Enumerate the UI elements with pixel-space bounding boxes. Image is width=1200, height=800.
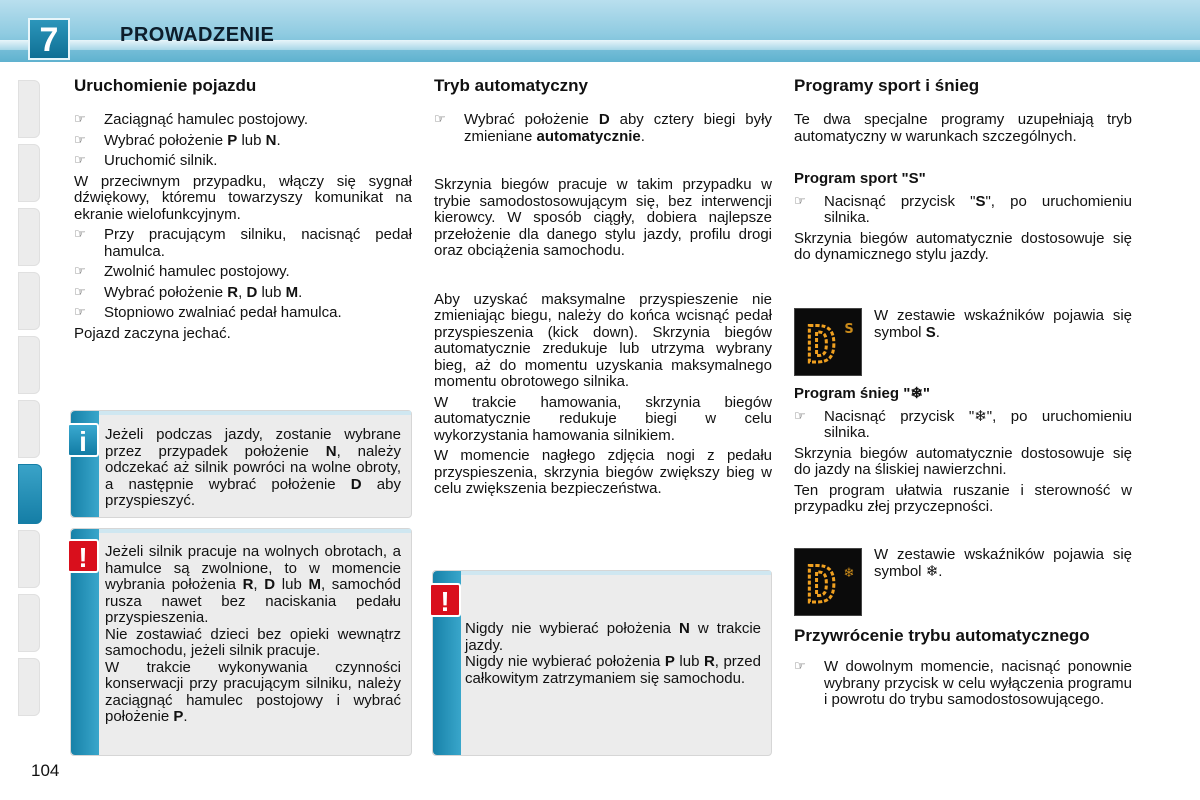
chapter-tab-rail bbox=[18, 80, 40, 720]
list-item: ☞ Przy pracującym silniku, nacisnąć pedał hamulca. bbox=[74, 227, 412, 260]
chapter-tab[interactable] bbox=[18, 336, 40, 394]
paragraph: Pojazd zaczyna jechać. bbox=[74, 324, 231, 342]
chapter-tab[interactable] bbox=[18, 530, 40, 588]
sport-mark: S bbox=[844, 322, 854, 337]
page-number: 104 bbox=[31, 761, 60, 780]
list-item: ☞ Nacisnąć przycisk "❄", po uruchomieniu silnika. bbox=[794, 409, 1132, 442]
warning-notice bbox=[70, 528, 412, 756]
gear-letter: D bbox=[805, 556, 837, 614]
section-heading: Tryb automatyczny bbox=[434, 76, 588, 95]
snow-indicator-caption: W zestawie wskaźników pojawia się symbol ❄. bbox=[874, 546, 1132, 580]
list-item: ☞ Wybrać położenie P lub N. bbox=[74, 133, 412, 150]
paragraph: W momencie nagłego zdjęcia nogi z pedału przyspieszenia, skrzynia biegów zwiększy bieg w celu zwiększenia bezpieczeństwa. bbox=[434, 447, 772, 497]
section-heading: Uruchomienie pojazdu bbox=[74, 76, 257, 95]
sport-indicator-image bbox=[794, 308, 862, 376]
snow-indicator-image bbox=[794, 548, 862, 616]
column-start-vehicle bbox=[74, 76, 412, 342]
snow-program-section bbox=[794, 386, 1132, 516]
chapter-title: PROWADZENIE bbox=[120, 24, 275, 46]
snowflake-icon: ❄ bbox=[925, 562, 939, 580]
section-heading: Przywrócenie trybu automatycznego bbox=[794, 626, 1090, 645]
chapter-tab[interactable] bbox=[18, 272, 40, 330]
sport-indicator-caption: W zestawie wskaźników pojawia się symbol S. bbox=[874, 307, 1132, 341]
column-automatic-mode bbox=[434, 76, 772, 498]
list-item: ☞ Nacisnąć przycisk "S", po uruchomieniu silnika. bbox=[794, 194, 1132, 227]
gear-letter: D bbox=[805, 316, 837, 374]
paragraph: Ten program ułatwia ruszanie i sterowność w przypadku złej przyczepności. bbox=[794, 481, 1132, 515]
chapter-tab-active[interactable] bbox=[18, 464, 42, 524]
paragraph: W trakcie hamowania, skrzynia biegów automatycznie redukuje biegi w celu wykorzystania hamowania silnikiem. bbox=[434, 393, 772, 444]
snowflake-icon: ❄ bbox=[910, 385, 923, 402]
subsection-heading: Program sport "S" bbox=[794, 170, 926, 187]
list-item: ☞ Zaciągnąć hamulec postojowy. bbox=[74, 112, 412, 129]
column-sport-snow bbox=[794, 76, 1132, 264]
paragraph: Aby uzyskać maksymalne przyspieszenie nie zmieniając biegu, należy do końca wcisnąć pedał przyspieszenia (kick down). Skrzynia biegów automatycznie zredukuje lub utrzyma wybrany bieg, aż do momentu uzyskania maksymalnego momentu obrotowego silnika. bbox=[434, 290, 772, 390]
exclamation-icon: ! bbox=[67, 539, 99, 573]
notice-text: Jeżeli silnik pracuje na wolnych obrotach, a hamulce są zwolnione, to w momencie wybrania położenia R, D lub M, samochód rusza nawet bez naciskania pedału przyspieszenia. Nie zostawiać dzieci bez opieki wewnątrz samochodu, jeżeli silnik pracuje. W trakcie wykonywania czynności konserwacji przy pracującym silniku, należy zaciągnąć hamulec postojowy i wybrać położenie P. bbox=[105, 543, 401, 725]
chapter-tab[interactable] bbox=[18, 658, 40, 716]
paragraph: Skrzynia biegów automatycznie dostosowuje się do dynamicznego stylu jazdy. bbox=[794, 229, 1132, 263]
chapter-number: 7 bbox=[28, 18, 70, 60]
list-item: ☞ W dowolnym momencie, nacisnąć ponownie wybrany przycisk w celu wyłączenia programu i powrotu do trybu samodostosowującego. bbox=[794, 659, 1132, 709]
chapter-tab[interactable] bbox=[18, 594, 40, 652]
exclamation-icon: ! bbox=[429, 583, 461, 617]
notice-text: Jeżeli podczas jazdy, zostanie wybrane przez przypadek położenie N, należy odczekać aż silnik powróci na wolne obroty, a następnie wybrać położenie D aby przyspieszyć. bbox=[105, 426, 401, 509]
paragraph: Skrzynia biegów automatycznie dostosowuje się do jazdy na śliskiej nawierzchni. bbox=[794, 444, 1132, 478]
snowflake-icon: ❄ bbox=[843, 566, 855, 581]
paragraph: W przeciwnym przypadku, włączy się sygnał dźwiękowy, któremu towarzyszy komunikat na ekranie wielofunkcyjnym. bbox=[74, 172, 412, 223]
restore-section bbox=[794, 626, 1132, 709]
chapter-tab[interactable] bbox=[18, 144, 40, 202]
snowflake-icon: ❄ bbox=[974, 407, 987, 425]
chapter-tab[interactable] bbox=[18, 400, 40, 458]
info-notice bbox=[70, 410, 412, 518]
chapter-tab[interactable] bbox=[18, 208, 40, 266]
warning-notice bbox=[432, 570, 772, 756]
paragraph: Skrzynia biegów pracuje w takim przypadku w trybie samodostosowującym się, bez interwencji kierowcy. W sposób ciągły, dobiera najlepsze przełożenie dla danego stylu jazdy, profilu drogi oraz obciążenia samochodu. bbox=[434, 176, 772, 259]
notice-text: Nigdy nie wybierać położenia N w trakcie jazdy. Nigdy nie wybierać położenia P lub R, przed całkowitym zatrzymaniem się samochodu. bbox=[465, 620, 761, 687]
section-heading: Programy sport i śnieg bbox=[794, 76, 980, 95]
list-item: ☞ Stopniowo zwalniać pedał hamulca. bbox=[74, 305, 412, 322]
subsection-heading: Program śnieg "❄" bbox=[794, 385, 931, 402]
info-icon: i bbox=[67, 423, 99, 457]
paragraph: Te dwa specjalne programy uzupełniają tryb automatyczny w warunkach szczególnych. bbox=[794, 111, 1132, 145]
chapter-tab[interactable] bbox=[18, 80, 40, 138]
list-item: ☞ Wybrać położenie R, D lub M. bbox=[74, 285, 412, 302]
list-item: ☞ Zwolnić hamulec postojowy. bbox=[74, 264, 412, 281]
list-item: ☞ Uruchomić silnik. bbox=[74, 153, 412, 170]
list-item: ☞ Wybrać położenie D aby cztery biegi były zmieniane automatycznie. bbox=[434, 112, 772, 145]
